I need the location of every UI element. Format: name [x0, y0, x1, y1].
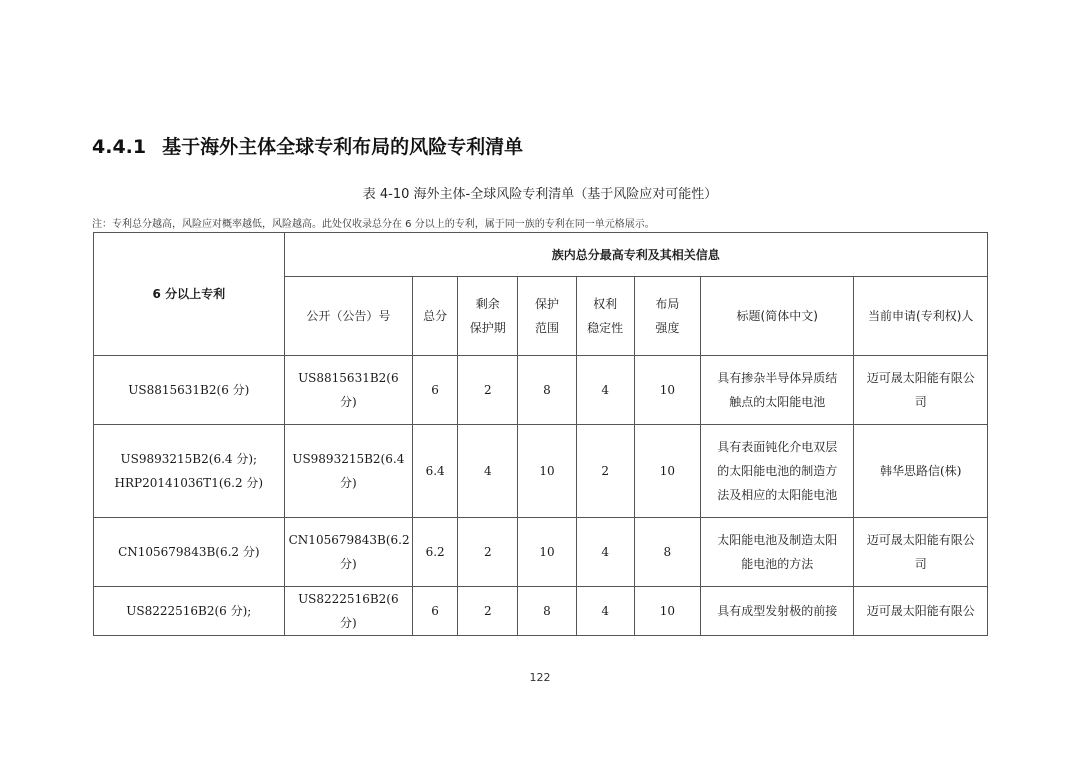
cell-right-stability: 2: [576, 425, 634, 518]
cell-protection-scope: 10: [518, 518, 576, 587]
header-assignee: 当前申请(专利权)人: [854, 277, 988, 356]
header-title: 标题(简体中文): [700, 277, 854, 356]
table-row: [94, 356, 988, 425]
cell-publication: US8222516B2(6 分): [284, 587, 412, 636]
cell-right-stability: 4: [576, 587, 634, 636]
table-caption: 表 4-10 海外主体-全球风险专利清单（基于风险应对可能性）: [362, 187, 718, 202]
header-remaining-term: 剩余 保护期: [458, 277, 518, 356]
cell-remaining-term: 4: [458, 425, 518, 518]
cell-layout-strength: 10: [634, 425, 700, 518]
cell-total-score: 6: [413, 356, 458, 425]
section-heading: [92, 132, 523, 159]
cell-protection-scope: 8: [518, 587, 576, 636]
table-row: [94, 518, 988, 587]
cell-assignee: 迈可晟太阳能有限公: [854, 587, 988, 636]
cell-assignee: 迈可晟太阳能有限公 司: [854, 356, 988, 425]
cell-publication: CN105679843B(6.2 分): [284, 518, 412, 587]
table-row: [94, 587, 988, 636]
cell-title: 具有表面钝化介电双层 的太阳能电池的制造方 法及相应的太阳能电池: [700, 425, 854, 518]
cell-title: 具有掺杂半导体异质结 触点的太阳能电池: [700, 356, 854, 425]
section-title: 基于海外主体全球专利布局的风险专利清单: [162, 136, 524, 158]
page-number: 122: [529, 671, 551, 684]
header-protection-scope: 保护 范围: [518, 277, 576, 356]
header-row-1: [94, 233, 988, 277]
header-total-score: 总分: [413, 277, 458, 356]
cell-title: 太阳能电池及制造太阳 能电池的方法: [700, 518, 854, 587]
cell-remaining-term: 2: [458, 518, 518, 587]
cell-patents: US9893215B2(6.4 分); HRP20141036T1(6.2 分): [94, 425, 285, 518]
cell-title: 具有成型发射极的前接: [700, 587, 854, 636]
cell-patents: CN105679843B(6.2 分): [94, 518, 285, 587]
table-note: 注：专利总分越高，风险应对概率越低，风险越高。此处仅收录总分在 6 分以上的专利，属于同一族的专利在同一单元格展示。: [92, 219, 655, 230]
cell-patents: US8815631B2(6 分): [94, 356, 285, 425]
cell-patents: US8222516B2(6 分);: [94, 587, 285, 636]
cell-assignee: 迈可晟太阳能有限公 司: [854, 518, 988, 587]
cell-publication: US8815631B2(6 分): [284, 356, 412, 425]
cell-protection-scope: 10: [518, 425, 576, 518]
cell-layout-strength: 10: [634, 356, 700, 425]
cell-layout-strength: 8: [634, 518, 700, 587]
cell-assignee: 韩华思路信(株): [854, 425, 988, 518]
header-right-stability: 权利 稳定性: [576, 277, 634, 356]
cell-publication: US9893215B2(6.4 分): [284, 425, 412, 518]
cell-right-stability: 4: [576, 518, 634, 587]
cell-right-stability: 4: [576, 356, 634, 425]
cell-protection-scope: 8: [518, 356, 576, 425]
cell-total-score: 6.2: [413, 518, 458, 587]
header-six-plus-patents: 6 分以上专利: [94, 233, 285, 356]
header-family-top-patent: 族内总分最高专利及其相关信息: [284, 233, 987, 277]
section-number: 4.4.1: [92, 136, 147, 158]
cell-total-score: 6.4: [413, 425, 458, 518]
header-layout-strength: 布局 强度: [634, 277, 700, 356]
header-publication-number: 公开（公告）号: [284, 277, 412, 356]
patent-table: [93, 232, 988, 636]
cell-remaining-term: 2: [458, 587, 518, 636]
cell-remaining-term: 2: [458, 356, 518, 425]
cell-total-score: 6: [413, 587, 458, 636]
cell-layout-strength: 10: [634, 587, 700, 636]
table-row: [94, 425, 988, 518]
